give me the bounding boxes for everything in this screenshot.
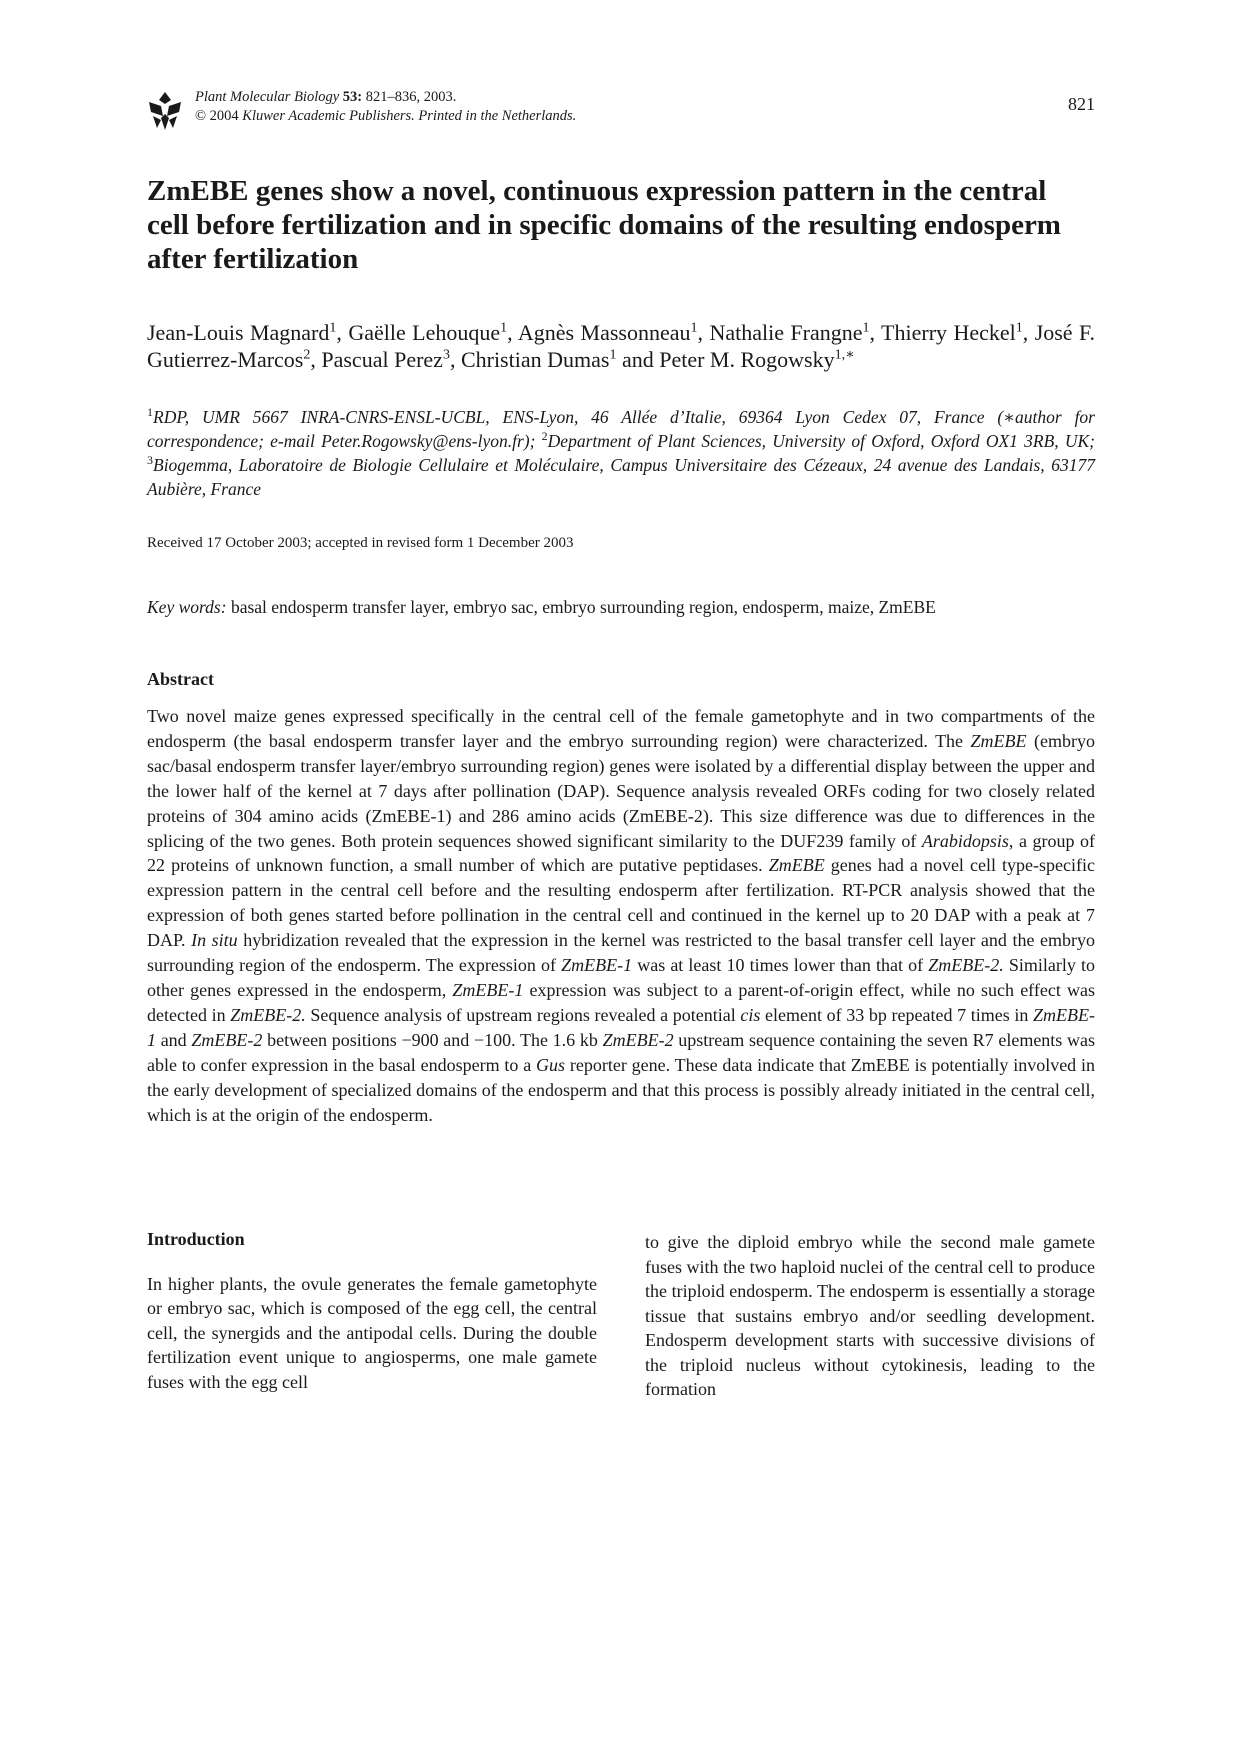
intro-paragraph-left: In higher plants, the ovule generates the female gametophyte or embryo sac, which is composed of the egg cell, the central cell, the synergids and the antipodal cells. During the double fertilization event unique to angiosperms, one male gamete fuses with the egg cell	[147, 1273, 597, 1392]
author-name: Gaëlle Lehouque	[348, 320, 501, 345]
abstract-text: genes had a novel cell type-specific expression pattern in the central cell before and the resulting endosperm after fertilization. RT-PCR analysis showed that the expression of both genes started before pollination in the central cell and continued in the kernel up to 20 DAP with a peak at 7 DAP.	[147, 855, 1095, 951]
abstract-heading: Abstract	[147, 669, 214, 689]
author-name: Jean-Louis Magnard	[147, 320, 330, 345]
keywords-label: Key words:	[147, 597, 227, 617]
printed-location: Printed in the Netherlands.	[418, 108, 577, 124]
abstract-text: element of 33 bp repeated 7 times in	[760, 1004, 1033, 1025]
author-name: Thierry Heckel	[881, 320, 1016, 345]
author-affiliation-mark: 1	[690, 320, 698, 336]
author-name: Pascual Perez	[321, 347, 443, 372]
journal-name: Plant Molecular Biology	[195, 89, 340, 105]
abstract-italic-term: ZmEBE-1	[561, 955, 633, 976]
author-name: Christian Dumas	[460, 347, 610, 372]
abstract-text: Sequence analysis of upstream regions revealed a potential	[305, 1004, 741, 1025]
intro-paragraph-right: to give the diploid embryo while the second male gamete fuses with the two haploid nuclei of the central cell to produce the triploid endosperm. The endosperm is essentially a storage tissue that sustains embryo and/or seedling development. Endosperm development starts with successive divisions of the triploid nucleus without cytokinesis, leading to the formation	[645, 1232, 1095, 1399]
abstract-text: between positions −900 and −100. The 1.6 kb	[262, 1029, 603, 1050]
author-affiliation-mark: 2	[303, 347, 311, 363]
abstract-text: reporter gene. These data indicate that ZmEBE is potentially involved in the early development of specialized domains of the endosperm and that this process is possibly already initiated in the central cell, which is at the origin of the endosperm.	[147, 1054, 1095, 1125]
author-affiliation-mark: 1	[329, 320, 337, 336]
abstract-text: upstream sequence containing the seven R7 elements was able to confer expression in the basal endosperm to a	[147, 1029, 1096, 1075]
journal-volume: 53:	[342, 89, 363, 105]
author-name: Peter M. Rogowsky	[659, 347, 835, 372]
journal-line-2	[195, 107, 576, 126]
running-header	[147, 88, 1095, 138]
author-name: Agnès Massonneau	[517, 320, 691, 345]
journal-citation	[195, 88, 576, 126]
author-name: José F. Gutierrez-Marcos	[147, 320, 1095, 372]
author-separator: ,	[697, 320, 710, 345]
abstract-text: and	[156, 1029, 192, 1050]
intro-right-column	[645, 1230, 1095, 1402]
author-separator: ,	[310, 347, 322, 372]
abstract-italic-term: ZmEBE-1	[147, 1004, 1095, 1050]
author-separator: ,	[869, 320, 882, 345]
abstract-body	[147, 704, 1095, 1127]
author-affiliation-mark: 1,∗	[834, 347, 855, 363]
abstract-italic-term: ZmEBE	[970, 730, 1027, 751]
abstract-text: hybridization revealed that the expression in the kernel was restricted to the basal transfer cell layer and the embryo surrounding region of the endosperm. The expression of	[147, 930, 1095, 976]
copyright-symbol: ©	[195, 108, 207, 124]
affiliation-text: Department of Plant Sciences, University of Oxford, Oxford OX1 3RB, UK;	[547, 431, 1095, 451]
author-affiliation-mark: 1	[1015, 320, 1023, 336]
author-separator: ,	[449, 347, 461, 372]
author-affiliation-mark: 3	[442, 347, 450, 363]
affiliation-mark: 2	[541, 429, 548, 444]
introduction-heading: Introduction	[147, 1229, 245, 1249]
affiliation-text: RDP, UMR 5667 INRA-CNRS-ENSL-UCBL, ENS-Lyon, 46 Allée d’Italie, 69364 Lyon Cedex 07, France (∗author for correspondence; e-mail Peter.Rogowsky@ens-lyon.fr);	[147, 407, 1095, 451]
author-separator: ,	[336, 320, 349, 345]
received-dates: Received 17 October 2003; accepted in revised form 1 December 2003	[147, 535, 574, 551]
abstract-italic-term: ZmEBE-2	[191, 1029, 263, 1050]
author-affiliation-mark: 1	[609, 347, 617, 363]
abstract-text: expression was subject to a parent-of-origin effect, while no such effect was detected in	[147, 979, 1095, 1025]
abstract-text: , a group of 22 proteins of unknown function, a small number of which are putative peptidases.	[147, 830, 1095, 876]
page-number: 821	[1068, 94, 1095, 114]
abstract-text: (embryo sac/basal endosperm transfer layer/embryo surrounding region) genes were isolated by a differential display between the upper and the lower half of the kernel at 7 days after pollination (DAP). Sequence analysis revealed ORFs coding for two closely related proteins of 304 amino acids (ZmEBE-1) and 286 amino acids (ZmEBE-2). This size difference was due to differences in the splicing of the two genes. Both protein sequences showed significant similarity to the DUF239 family of	[147, 730, 1095, 851]
author-separator: ,	[1022, 320, 1035, 345]
author-affiliation-mark: 1	[862, 320, 870, 336]
abstract-text: Two novel maize genes expressed specifically in the central cell of the female gametophyte and in two compartments of the endosperm (the basal endosperm transfer layer and the embryo surrounding region) were characterized. The	[147, 706, 1095, 751]
affiliation-text: Biogemma, Laboratoire de Biologie Cellulaire et Moléculaire, Campus Universitaire des Cézeaux, 24 avenue des Landais, 63177 Aubière, France	[147, 455, 1095, 499]
author-separator: and	[616, 347, 660, 372]
abstract-italic-term: ZmEBE	[768, 855, 825, 876]
affiliation-mark: 1	[147, 405, 153, 420]
author-name: Nathalie Frangne	[709, 320, 863, 345]
abstract-italic-term: cis	[740, 1004, 761, 1025]
keywords-text: basal endosperm transfer layer, embryo sac, embryo surrounding region, endosperm, maize, ZmEBE	[226, 597, 936, 617]
abstract-italic-term: ZmEBE-2.	[928, 955, 1004, 976]
intro-left-column	[147, 1227, 597, 1394]
author-list	[147, 319, 1095, 373]
abstract-italic-term: Arabidopsis	[921, 830, 1009, 851]
abstract-italic-term: ZmEBE-1	[452, 979, 524, 1000]
author-affiliation-mark: 1	[500, 320, 508, 336]
affiliations	[147, 405, 1095, 501]
copyright-year: 2004	[209, 108, 239, 124]
abstract-italic-term: Gus	[536, 1054, 566, 1075]
abstract-text: was at least 10 times lower than that of	[632, 955, 929, 976]
abstract-italic-term: In situ	[191, 930, 238, 951]
abstract-italic-term: ZmEBE-2	[602, 1029, 674, 1050]
journal-pages-year: 821–836, 2003.	[365, 89, 457, 105]
publisher-name: Kluwer Academic Publishers.	[242, 108, 415, 124]
affiliation-mark: 3	[147, 453, 153, 468]
abstract-text: Similarly to other genes expressed in the endosperm,	[147, 955, 1095, 1000]
article-title: ZmEBE genes show a novel, continuous expression pattern in the central cell before fertilization and in specific domains of the resulting endosperm after fertilization	[147, 175, 1061, 275]
publisher-logo-icon	[147, 90, 183, 132]
abstract-italic-term: ZmEBE-2.	[230, 1004, 306, 1025]
keywords	[147, 596, 936, 618]
author-separator: ,	[507, 320, 518, 345]
journal-line-1	[195, 88, 576, 107]
